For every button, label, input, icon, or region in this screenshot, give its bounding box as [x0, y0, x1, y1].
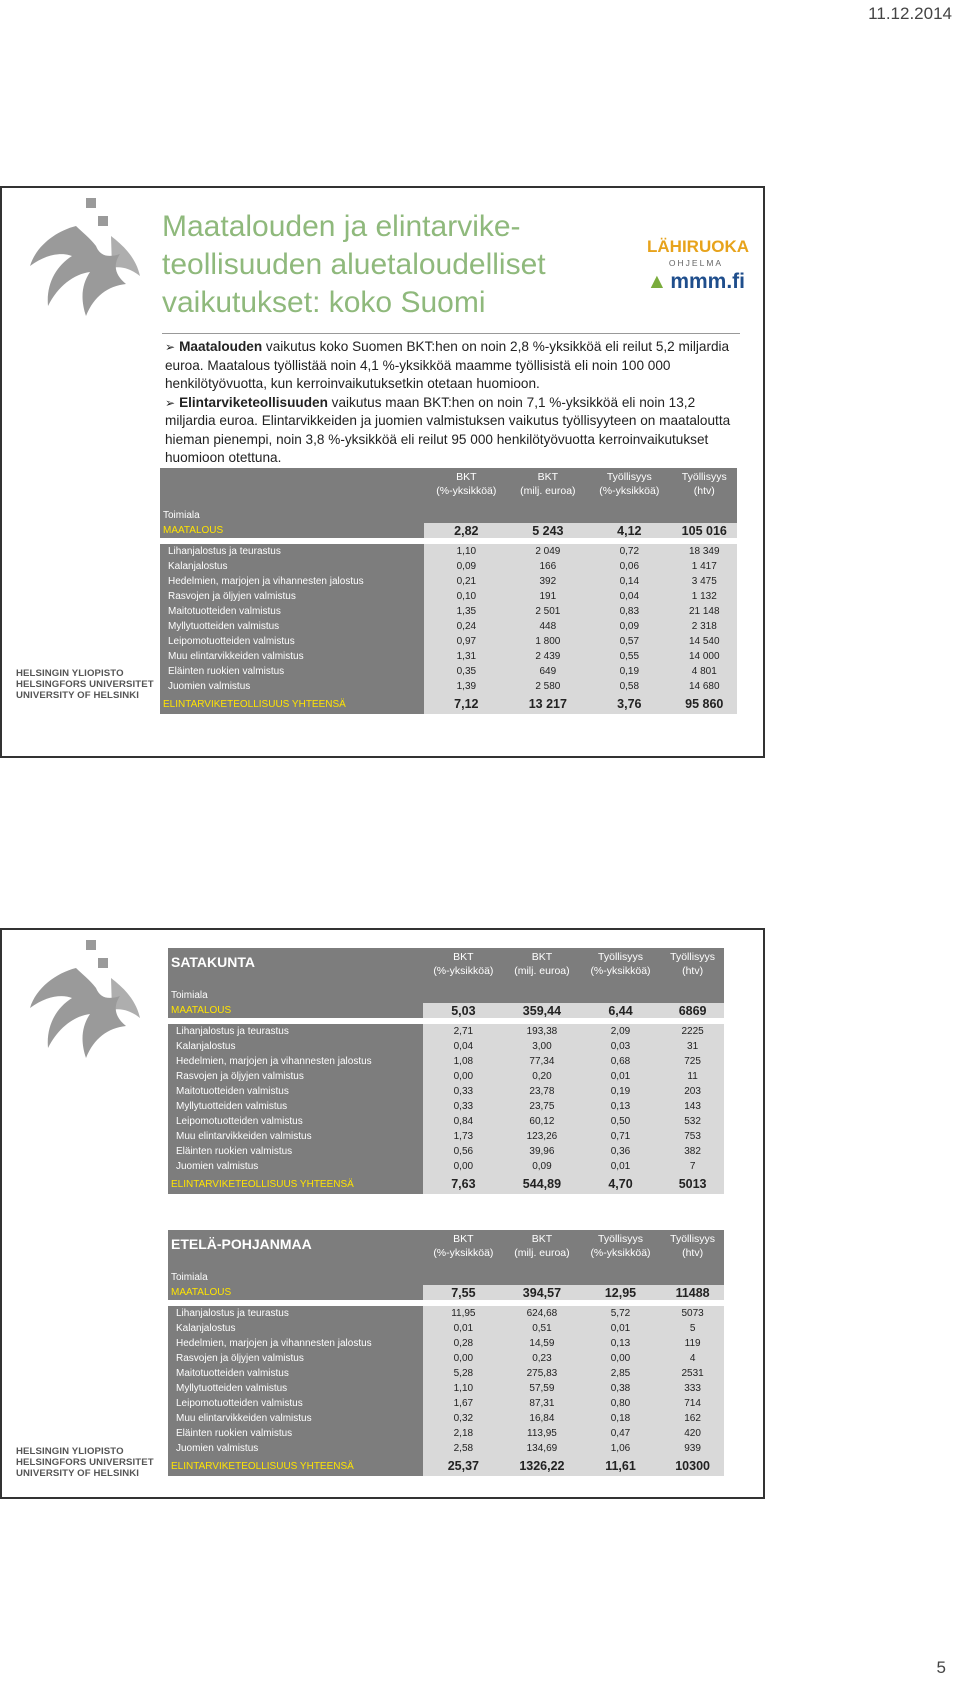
arrow-bullet-icon: ➢	[165, 340, 176, 354]
industry-value: 2 318	[672, 619, 737, 634]
industry-label: Hedelmien, marjojen ja vihannesten jalostus	[160, 574, 424, 589]
industry-value: 0,51	[504, 1321, 580, 1336]
industry-value: 1,10	[424, 544, 508, 559]
industry-value: 3,00	[504, 1039, 580, 1054]
industry-value: 60,12	[504, 1114, 580, 1129]
row-header-label: Toimiala	[160, 508, 424, 523]
industry-label: Rasvojen ja öljyjen valmistus	[160, 589, 424, 604]
industry-value: 1,08	[423, 1054, 504, 1069]
industry-label: Hedelmien, marjojen ja vihannesten jalostus	[168, 1336, 423, 1351]
industry-value: 77,34	[504, 1054, 580, 1069]
industry-value: 0,04	[423, 1039, 504, 1054]
industry-label: Lihanjalostus ja teurastus	[168, 1306, 423, 1321]
industry-value: 0,32	[423, 1411, 504, 1426]
table-row	[168, 1024, 724, 1039]
industry-value: 0,56	[423, 1144, 504, 1159]
industry-value: 0,84	[423, 1114, 504, 1129]
slide-1	[0, 186, 765, 758]
table-row	[168, 1381, 724, 1396]
agriculture-value: 12,95	[580, 1285, 661, 1300]
industry-value: 2 439	[509, 649, 588, 664]
industry-value: 5,28	[423, 1366, 504, 1381]
total-row	[160, 694, 737, 714]
table-row	[168, 1306, 724, 1321]
column-header: Työllisyys (htv)	[661, 948, 724, 988]
industry-value: 0,72	[587, 544, 671, 559]
row-header-label: Toimiala	[168, 1270, 423, 1285]
industry-value: 0,57	[587, 634, 671, 649]
slide-2	[0, 928, 765, 1499]
industry-value: 0,03	[580, 1039, 661, 1054]
table-row	[160, 589, 737, 604]
industry-value: 1,73	[423, 1129, 504, 1144]
header-filler	[580, 1270, 661, 1285]
industry-value: 714	[661, 1396, 724, 1411]
table-row	[168, 1396, 724, 1411]
page-number: 5	[936, 1658, 946, 1677]
table-row	[168, 1039, 724, 1054]
header-filler	[504, 988, 580, 1003]
industry-value: 649	[509, 664, 588, 679]
agriculture-value: 359,44	[504, 1003, 580, 1018]
university-flame-logo	[16, 196, 166, 326]
industry-value: 57,59	[504, 1381, 580, 1396]
industry-value: 0,01	[580, 1321, 661, 1336]
table-row	[168, 1441, 724, 1456]
header-filler	[661, 1270, 724, 1285]
column-header: Työllisyys (htv)	[661, 1230, 724, 1270]
column-header: BKT (milj. euroa)	[504, 1230, 580, 1270]
industry-value: 18 349	[672, 544, 737, 559]
industry-value: 31	[661, 1039, 724, 1054]
table-row	[168, 1321, 724, 1336]
industry-value: 23,78	[504, 1084, 580, 1099]
industry-value: 0,33	[423, 1099, 504, 1114]
table-row	[160, 574, 737, 589]
industry-value: 87,31	[504, 1396, 580, 1411]
industry-value: 39,96	[504, 1144, 580, 1159]
industry-value: 0,28	[423, 1336, 504, 1351]
bullet-agriculture: ➢ Maatalouden vaikutus koko Suomen BKT:hen on noin 2,8 %-yksikköä eli reilut 5,2 miljardia euroa. Maatalous työllistää noin 4,1 %-yksikköä maamme työllisistä eli noin 100 000 henkilötyövuotta, kun kerroinvaikutuksetkin otetaan huomioon.	[165, 339, 730, 391]
industry-value: 113,95	[504, 1426, 580, 1441]
header-filler	[509, 508, 588, 523]
industry-label: Myllytuotteiden valmistus	[160, 619, 424, 634]
industry-value: 162	[661, 1411, 724, 1426]
industry-label: Juomien valmistus	[168, 1159, 423, 1174]
industry-label: Leipomotuotteiden valmistus	[168, 1114, 423, 1129]
industry-value: 2,58	[423, 1441, 504, 1456]
industry-value: 0,00	[423, 1069, 504, 1084]
total-value: 544,89	[504, 1174, 580, 1194]
industry-value: 1,06	[580, 1441, 661, 1456]
column-header: Työllisyys (%-yksikköä)	[580, 948, 661, 988]
industry-value: 0,19	[587, 664, 671, 679]
industry-value: 0,36	[580, 1144, 661, 1159]
industry-value: 0,10	[424, 589, 508, 604]
university-name: HELSINGIN YLIOPISTO HELSINGFORS UNIVERSITET UNIVERSITY OF HELSINKI	[16, 1446, 154, 1479]
region-title: SATAKUNTA	[168, 948, 423, 988]
total-value: 95 860	[672, 694, 737, 714]
industry-label: Lihanjalostus ja teurastus	[160, 544, 424, 559]
industry-value: 4	[661, 1351, 724, 1366]
total-value: 4,70	[580, 1174, 661, 1194]
industry-value: 1,35	[424, 604, 508, 619]
university-name: HELSINGIN YLIOPISTO HELSINGFORS UNIVERSITET UNIVERSITY OF HELSINKI	[16, 668, 154, 701]
industry-label: Myllytuotteiden valmistus	[168, 1099, 423, 1114]
industry-value: 2 501	[509, 604, 588, 619]
industry-value: 0,47	[580, 1426, 661, 1441]
industry-label: Hedelmien, marjojen ja vihannesten jalostus	[168, 1054, 423, 1069]
industry-value: 119	[661, 1336, 724, 1351]
industry-value: 0,13	[580, 1336, 661, 1351]
total-label: ELINTARVIKETEOLLISUUS YHTEENSÄ	[168, 1174, 423, 1194]
total-label: ELINTARVIKETEOLLISUUS YHTEENSÄ	[168, 1456, 423, 1476]
industry-value: 5,72	[580, 1306, 661, 1321]
total-row	[168, 1456, 724, 1476]
table-row	[160, 559, 737, 574]
column-header: BKT (%-yksikköä)	[423, 948, 504, 988]
table-header-row	[168, 1230, 724, 1270]
industry-value: 0,00	[423, 1351, 504, 1366]
mmm-logo: ▲ mmm.fi	[646, 270, 745, 293]
industry-label: Eläinten ruokien valmistus	[160, 664, 424, 679]
industry-value: 123,26	[504, 1129, 580, 1144]
industry-value: 448	[509, 619, 588, 634]
industry-value: 11	[661, 1069, 724, 1084]
title-divider	[162, 333, 740, 334]
table-row	[168, 1084, 724, 1099]
industry-value: 0,01	[580, 1069, 661, 1084]
column-header: BKT (%-yksikköä)	[424, 468, 508, 508]
industry-value: 23,75	[504, 1099, 580, 1114]
industry-value: 203	[661, 1084, 724, 1099]
row-header-row	[168, 988, 724, 1003]
agriculture-value: 394,57	[504, 1285, 580, 1300]
industry-value: 0,00	[423, 1159, 504, 1174]
header-filler	[423, 988, 504, 1003]
industry-label: Maitotuotteiden valmistus	[168, 1366, 423, 1381]
industry-label: Myllytuotteiden valmistus	[168, 1381, 423, 1396]
industry-value: 0,21	[424, 574, 508, 589]
table-row	[168, 1159, 724, 1174]
table-row	[168, 1351, 724, 1366]
industry-value: 0,06	[587, 559, 671, 574]
industry-value: 0,01	[580, 1159, 661, 1174]
industry-value: 14 680	[672, 679, 737, 694]
column-header: BKT (milj. euroa)	[504, 948, 580, 988]
total-value: 10300	[661, 1456, 724, 1476]
arrow-bullet-icon: ➢	[165, 395, 176, 410]
agriculture-row	[168, 1285, 724, 1300]
industry-label: Maitotuotteiden valmistus	[160, 604, 424, 619]
industry-value: 2531	[661, 1366, 724, 1381]
industry-value: 0,00	[580, 1351, 661, 1366]
row-header-row	[168, 1270, 724, 1285]
industry-value: 1,10	[423, 1381, 504, 1396]
industry-value: 725	[661, 1054, 724, 1069]
total-row	[168, 1174, 724, 1194]
table-row	[168, 1099, 724, 1114]
industry-value: 134,69	[504, 1441, 580, 1456]
industry-value: 0,71	[580, 1129, 661, 1144]
industry-value: 939	[661, 1441, 724, 1456]
column-header: Työllisyys (htv)	[672, 468, 737, 508]
slide-title: Maatalouden ja elintarvike-teollisuuden aluetaloudelliset vaikutukset: koko Suomi	[162, 210, 546, 319]
industry-value: 4 801	[672, 664, 737, 679]
industry-value: 333	[661, 1381, 724, 1396]
header-date: 11.12.2014	[868, 4, 952, 23]
industry-value: 0,20	[504, 1069, 580, 1084]
university-flame-logo	[16, 938, 166, 1068]
industry-label: Juomien valmistus	[168, 1441, 423, 1456]
industry-value: 532	[661, 1114, 724, 1129]
industry-value: 0,09	[587, 619, 671, 634]
industry-value: 0,58	[587, 679, 671, 694]
industry-value: 5	[661, 1321, 724, 1336]
industry-value: 2,09	[580, 1024, 661, 1039]
total-value: 5013	[661, 1174, 724, 1194]
agriculture-value: 5,03	[423, 1003, 504, 1018]
industry-value: 0,23	[504, 1351, 580, 1366]
table-row	[168, 1114, 724, 1129]
industry-value: 0,80	[580, 1396, 661, 1411]
industry-value: 392	[509, 574, 588, 589]
table-row	[160, 544, 737, 559]
table-row	[160, 604, 737, 619]
industry-value: 0,18	[580, 1411, 661, 1426]
industry-value: 0,83	[587, 604, 671, 619]
table-row	[168, 1366, 724, 1381]
agriculture-value: 105 016	[672, 523, 737, 538]
industry-value: 624,68	[504, 1306, 580, 1321]
agriculture-value: 5 243	[509, 523, 588, 538]
header-filler	[580, 988, 661, 1003]
column-header: Työllisyys (%-yksikköä)	[580, 1230, 661, 1270]
industry-value: 11,95	[423, 1306, 504, 1321]
industry-value: 382	[661, 1144, 724, 1159]
header-filler	[504, 1270, 580, 1285]
industry-value: 0,55	[587, 649, 671, 664]
agriculture-value: 4,12	[587, 523, 671, 538]
agriculture-value: 7,55	[423, 1285, 504, 1300]
column-header: BKT (%-yksikköä)	[423, 1230, 504, 1270]
agriculture-value: 2,82	[424, 523, 508, 538]
agriculture-label: MAATALOUS	[168, 1003, 423, 1018]
header-filler	[424, 508, 508, 523]
industry-value: 275,83	[504, 1366, 580, 1381]
industry-label: Kalanjalostus	[168, 1039, 423, 1054]
table-row	[160, 634, 737, 649]
industry-value: 0,50	[580, 1114, 661, 1129]
header-filler	[661, 988, 724, 1003]
header-filler	[423, 1270, 504, 1285]
industry-value: 0,09	[424, 559, 508, 574]
table-row	[168, 1426, 724, 1441]
industry-value: 3 475	[672, 574, 737, 589]
agriculture-value: 6869	[661, 1003, 724, 1018]
industry-value: 14,59	[504, 1336, 580, 1351]
industry-value: 0,24	[424, 619, 508, 634]
table-row	[160, 679, 737, 694]
industry-value: 0,35	[424, 664, 508, 679]
bullet-list	[165, 338, 745, 468]
industry-value: 0,33	[423, 1084, 504, 1099]
total-value: 7,63	[423, 1174, 504, 1194]
finland-impact-table	[160, 468, 737, 714]
industry-value: 1,39	[424, 679, 508, 694]
total-value: 1326,22	[504, 1456, 580, 1476]
total-value: 7,12	[424, 694, 508, 714]
industry-value: 0,38	[580, 1381, 661, 1396]
industry-value: 2 580	[509, 679, 588, 694]
table-row	[168, 1411, 724, 1426]
industry-value: 1 132	[672, 589, 737, 604]
agriculture-label: MAATALOUS	[160, 523, 424, 538]
table-header-row	[168, 948, 724, 988]
region-title	[160, 468, 424, 508]
industry-label: Rasvojen ja öljyjen valmistus	[168, 1069, 423, 1084]
column-header: BKT (milj. euroa)	[509, 468, 588, 508]
column-header: Työllisyys (%-yksikköä)	[587, 468, 671, 508]
industry-label: Leipomotuotteiden valmistus	[168, 1396, 423, 1411]
industry-value: 0,01	[423, 1321, 504, 1336]
table-row	[160, 649, 737, 664]
industry-label: Maitotuotteiden valmistus	[168, 1084, 423, 1099]
industry-value: 7	[661, 1159, 724, 1174]
industry-label: Kalanjalostus	[160, 559, 424, 574]
industry-value: 21 148	[672, 604, 737, 619]
industry-value: 193,38	[504, 1024, 580, 1039]
table-row	[168, 1129, 724, 1144]
industry-value: 191	[509, 589, 588, 604]
table-row	[160, 664, 737, 679]
industry-value: 14 000	[672, 649, 737, 664]
total-value: 11,61	[580, 1456, 661, 1476]
region-title: ETELÄ-POHJANMAA	[168, 1230, 423, 1270]
agriculture-label: MAATALOUS	[168, 1285, 423, 1300]
mmm-mark-icon: ▲	[646, 270, 668, 293]
satakunta-impact-table	[168, 948, 724, 1194]
industry-value: 0,68	[580, 1054, 661, 1069]
table-header-row	[160, 468, 737, 508]
industry-value: 16,84	[504, 1411, 580, 1426]
table-row	[168, 1069, 724, 1084]
industry-value: 14 540	[672, 634, 737, 649]
header-filler	[672, 508, 737, 523]
table-row	[168, 1144, 724, 1159]
agriculture-row	[168, 1003, 724, 1018]
table-row	[168, 1336, 724, 1351]
agriculture-row	[160, 523, 737, 538]
industry-value: 1 417	[672, 559, 737, 574]
industry-value: 0,19	[580, 1084, 661, 1099]
industry-value: 0,97	[424, 634, 508, 649]
industry-value: 2,85	[580, 1366, 661, 1381]
industry-value: 753	[661, 1129, 724, 1144]
total-value: 13 217	[509, 694, 588, 714]
industry-value: 2,18	[423, 1426, 504, 1441]
industry-label: Juomien valmistus	[160, 679, 424, 694]
industry-value: 2,71	[423, 1024, 504, 1039]
industry-value: 5073	[661, 1306, 724, 1321]
industry-value: 2 049	[509, 544, 588, 559]
header-filler	[587, 508, 671, 523]
industry-label: Eläinten ruokien valmistus	[168, 1426, 423, 1441]
industry-value: 1 800	[509, 634, 588, 649]
table-row	[160, 619, 737, 634]
industry-value: 1,67	[423, 1396, 504, 1411]
industry-label: Leipomotuotteiden valmistus	[160, 634, 424, 649]
industry-value: 166	[509, 559, 588, 574]
industry-value: 1,31	[424, 649, 508, 664]
bullet-food-industry: ➢ Elintarviketeollisuuden vaikutus maan BKT:hen on noin 7,1 %-yksikköä eli noin 13,2 miljardia euroa. Elintarvikkeiden ja juomien valmistuksen vaikutus työllisyyteen on maataloutta hieman pienempi, noin 3,8 %-yksikköä eli reilut 95 000 henkilötyövuotta kerroinvaikutukset huomioon otettuna.	[165, 394, 731, 465]
industry-label: Rasvojen ja öljyjen valmistus	[168, 1351, 423, 1366]
agriculture-value: 6,44	[580, 1003, 661, 1018]
industry-value: 2225	[661, 1024, 724, 1039]
row-header-row	[160, 508, 737, 523]
industry-value: 0,09	[504, 1159, 580, 1174]
etela-pohjanmaa-impact-table	[168, 1230, 724, 1476]
industry-label: Muu elintarvikkeiden valmistus	[160, 649, 424, 664]
row-header-label: Toimiala	[168, 988, 423, 1003]
industry-value: 143	[661, 1099, 724, 1114]
industry-value: 0,04	[587, 589, 671, 604]
industry-label: Lihanjalostus ja teurastus	[168, 1024, 423, 1039]
industry-value: 0,13	[580, 1099, 661, 1114]
agriculture-value: 11488	[661, 1285, 724, 1300]
lahiruoka-logo: LÄHIRUOKA OHJELMA	[647, 237, 749, 268]
industry-value: 0,14	[587, 574, 671, 589]
total-value: 25,37	[423, 1456, 504, 1476]
table-row	[168, 1054, 724, 1069]
industry-label: Muu elintarvikkeiden valmistus	[168, 1411, 423, 1426]
industry-label: Muu elintarvikkeiden valmistus	[168, 1129, 423, 1144]
total-value: 3,76	[587, 694, 671, 714]
industry-value: 420	[661, 1426, 724, 1441]
industry-label: Kalanjalostus	[168, 1321, 423, 1336]
industry-label: Eläinten ruokien valmistus	[168, 1144, 423, 1159]
total-label: ELINTARVIKETEOLLISUUS YHTEENSÄ	[160, 694, 424, 714]
